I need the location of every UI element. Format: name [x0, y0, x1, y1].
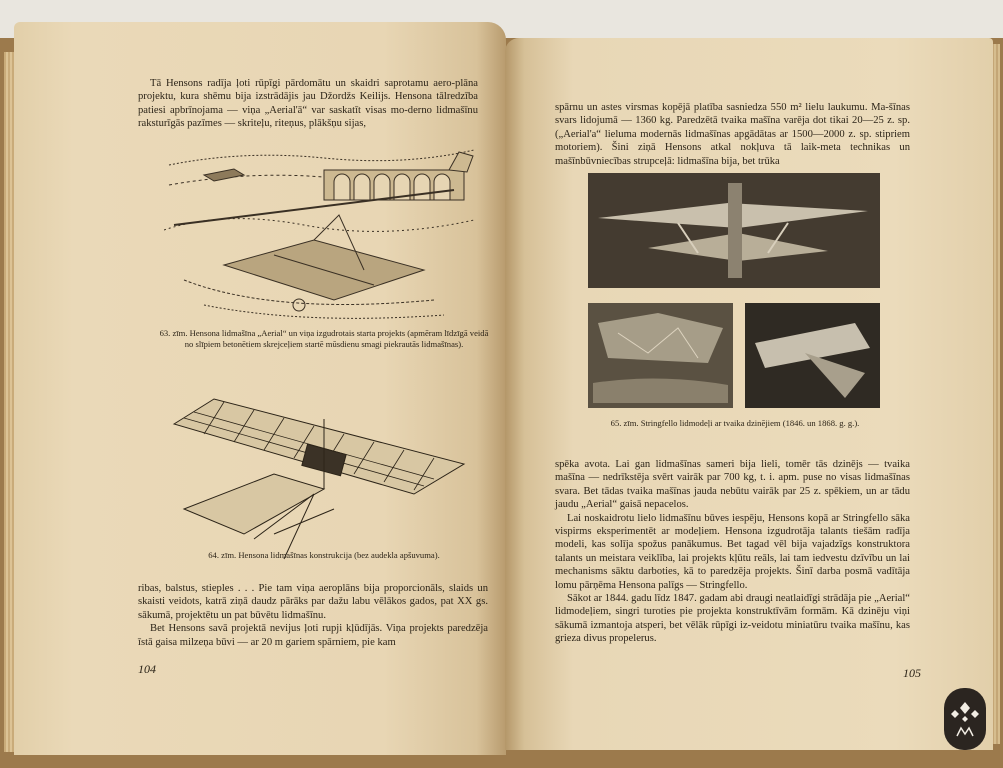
left-page-number: 104	[138, 662, 156, 676]
figure-65-photo-bottom-right	[745, 303, 880, 408]
figure-65-photo-top	[588, 173, 880, 288]
right-page	[505, 38, 993, 750]
figure-63-caption: 63. zīm. Hensona lidmašīna „Aerial“ un viņa izgudrotais starta projekts (apmēram līdzīgā veidā no slīpiem betonētiem skrejceļiem startē mūsdienu smagi piekrautās lidmašīnas).	[159, 328, 489, 349]
figure-63-illustration	[164, 130, 484, 330]
right-page-number: 105	[903, 666, 921, 680]
left-paragraph-1: Tā Hensons radīja ļoti rūpīgi pārdomātu un skaidri saprotamu aero-plāna projektu, kura shēmu bija izstrādājis jau Džordžs Keilijs. Hensona tālredzība patiesi apbrīnojama — viņa „Aerial'ā“ var saskatīt visas mo-derno lidmašīnu raksturīgās pazīmes — skriteļu, riteņus, plākšņu sijas,	[138, 78, 478, 130]
left-paragraph-2: ribas, balstus, stieples . . . Pie tam viņa aeroplāns bija proporcionāls, slaids un skaisti veidots, katrā ziņā daudz pārāks par dažu labu vēlākos gados, pat XX gs. sākumā, projektētu un pat būvētu lidmašīnu. Bet Hensons savā projektā nevijus ļoti rupji kļūdījās. Viņa projekts paredzēja īstā gaisa milzeņa būvi — ar 20 m gariem spārniem, pie kam	[138, 583, 488, 648]
left-page	[14, 22, 506, 755]
right-paragraph-1: spārnu un astes virsmas kopējā platība sasniedza 550 m² lielu laukumu. Ma-šīnas svars lidojumā — 1360 kg. Paredzētā tvaika mašīna varēja dot tikai 20—25 z. sp. („Aerial'a“ lieluma modernās lidmašīnas apgādātas ar 1500—2000 z. sp. stipriem motoriem). Šini ziņā Hensons atkal nokļuva tā laik-meta technikas un mašīnbūvniecības strupceļā: lidmašīna bija, bet trūka	[555, 102, 910, 167]
figure-65-photo-bottom-left	[588, 303, 733, 408]
figure-64-illustration	[164, 394, 484, 564]
watermark-logo	[944, 688, 986, 750]
figure-64-caption: 64. zīm. Hensona lidmašīnas konstrukcija (bez audekla apšuvuma).	[208, 550, 440, 560]
right-paragraph-2: spēka avota. Lai gan lidmašīnas sameri bija lieli, tomēr tās dzinējs — tvaika mašīna — nedrīkstēja svērt vairāk par 700 kg, t. i. apm. puse no visas lidmašīnas svara. Bet tādas tvaika mašīnas jauda nebūtu vairāk par 25 z. spēkiem, un ar tādu jaudu „Aerial“ gaisā nepacelos. Lai noskaidrotu lielo lidmašīnu būves iespēju, Hensons kopā ar Stringfello sāka vispirms eksperimentēt ar modeļiem. Hensona izgudrotāja talants tiešām radīja modeli, kas solīja spožus panākumus. Bet tagad vēl bija vajadzīgs konstruktora talants un meistara veiklība, lai projekts kļūtu reāls, lai tam iedvestu dzīvību un lai mechanisms sāktu darboties, kā to paredzēja projekts. Šinī darba posmā vadītāja lomu pārņēma Hensona palīgs — Stringfello. Sākot ar 1844. gadu līdz 1847. gadam abi draugi neatlaidīgi strādāja pie „Aerial“ lidmodeļiem, singri turoties pie projekta konstruktīvām formām. Kā dzinēju viņi sākumā izmantoja atsperi, bet vēlāk rūpīgi iz-veidotu miniatūru tvaika mašīnu, kas grieza divus propelerus.	[555, 459, 911, 645]
figure-65-caption: 65. zīm. Stringfello lidmodeļi ar tvaika dzinējiem (1846. un 1868. g. g.).	[610, 418, 860, 428]
